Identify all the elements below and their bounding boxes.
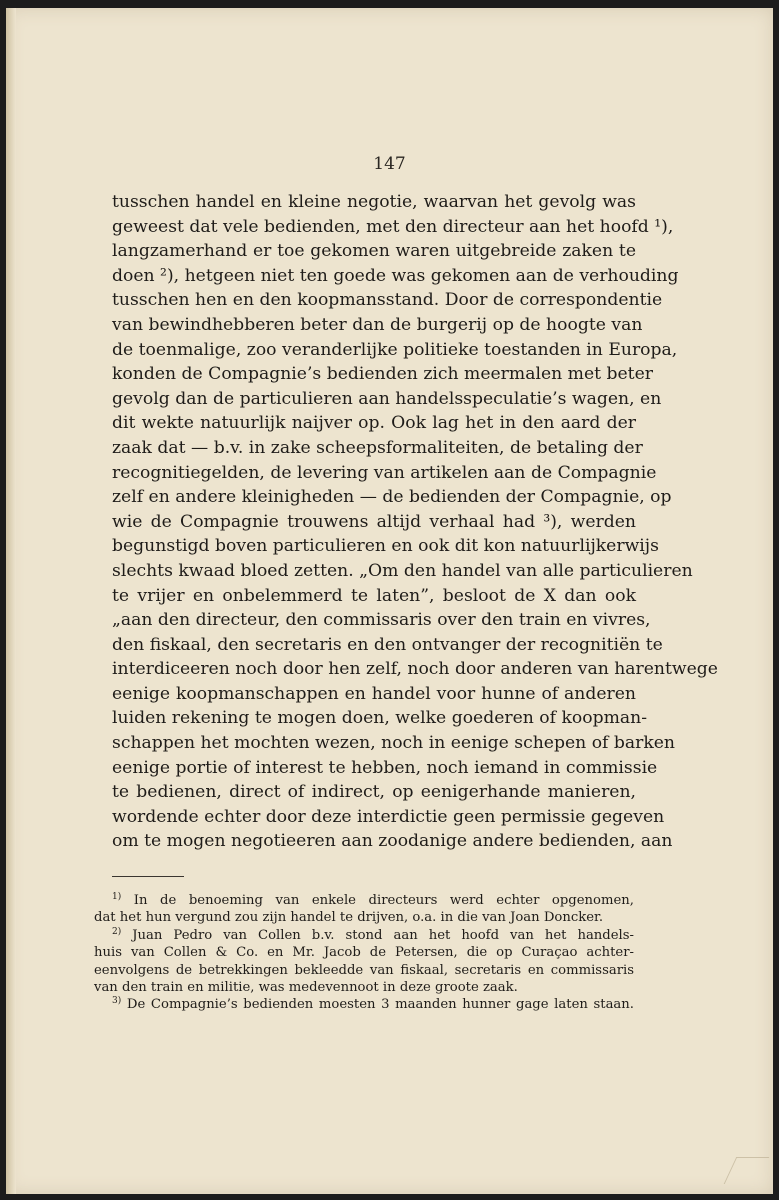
body-line: schappen het mochten wezen, noch in eenige schepen of barken <box>112 733 675 754</box>
footnote-text: De Compagnie’s bedienden moesten 3 maanden hunner gage laten staan. <box>126 997 634 1013</box>
body-line: slechts kwaad bloed zetten. „Om den handel van alle particulieren <box>112 560 693 581</box>
body-line: om te mogen negotieeren aan zoodanige andere bedienden, aan <box>112 831 673 852</box>
body-line: begunstigd boven particulieren en ook dit kon natuurlijkerwijs <box>112 536 659 557</box>
body-line: te bedienen, direct of indirect, op eenigerhande manieren, <box>112 782 636 803</box>
body-line: „aan den directeur, den commissaris over den train en vivres, <box>112 610 651 631</box>
body-line: van bewindhebberen beter dan de burgerij op de hoogte van <box>112 314 643 335</box>
body-line: recognitiegelden, de levering van artikelen aan de Compagnie <box>112 462 657 483</box>
footnote-text: huis van Collen & Co. en Mr. Jacob de Petersen, die op Curaçao achter- <box>94 945 634 961</box>
page-number: 147 <box>373 154 406 174</box>
body-line: den fiskaal, den secretaris en den ontvanger der recognitiën te <box>112 634 663 655</box>
body-line: zaak dat — b.v. in zake scheepsformaliteiten, de betaling der <box>112 437 643 458</box>
body-line: konden de Compagnie’s bedienden zich meermalen met beter <box>112 364 653 385</box>
body-line: te vrijer en onbelemmerd te laten”, besloot de X dan ook <box>112 585 636 606</box>
footnote-mark: 3) <box>112 996 122 1007</box>
body-line: gevolg dan de particulieren aan handelsspeculatie’s wagen, en <box>112 388 662 409</box>
body-line: eenige portie of interest te hebben, noch iemand in commissie <box>112 757 658 778</box>
footnotes <box>94 892 634 1014</box>
footnote-mark: 1) <box>112 892 122 902</box>
body-line: zelf en andere kleinigheden — de bedienden der Compagnie, op <box>112 487 672 508</box>
footnote-text: van den train en militie, was medevennoot in deze groote zaak. <box>94 979 518 995</box>
body-line: geweest dat vele bedienden, met den directeur aan het hoofd ¹), <box>112 216 674 237</box>
body-text <box>112 190 718 854</box>
body-line: eenige koopmanschappen en handel voor hunne of anderen <box>112 683 636 704</box>
body-line: wordende echter door deze interdictie geen permissie gegeven <box>112 806 665 827</box>
page-corner-fold <box>724 1157 770 1184</box>
body-line: langzamerhand er toe gekomen waren uitgebreide zaken te <box>112 241 636 262</box>
body-line: tusschen handel en kleine negotie, waarvan het gevolg was <box>112 192 636 212</box>
footnote-text: Juan Pedro van Collen b.v. stond aan het hoofd van het handels- <box>132 927 634 943</box>
body-line: wie de Compagnie trouwens altijd verhaal had ³), werden <box>112 511 636 532</box>
body-line: dit wekte natuurlijk naijver op. Ook lag het in den aard der <box>112 413 636 434</box>
footnote-line <box>94 944 634 961</box>
page-spine-shadow <box>6 8 16 1194</box>
footnote-line <box>94 927 634 944</box>
book-page <box>6 8 773 1194</box>
footnote-line <box>94 996 634 1013</box>
body-line: doen ²), hetgeen niet ten goede was gekomen aan de verhouding <box>112 265 679 286</box>
footnote-line <box>94 979 634 996</box>
footnote-line <box>94 892 634 909</box>
footnote-text: eenvolgens de betrekkingen bekleedde van fiskaal, secretaris en commissaris <box>94 962 634 978</box>
body-line: de toenmalige, zoo veranderlijke politieke toestanden in Europa, <box>112 339 678 360</box>
footnote-mark: 2) <box>112 926 122 937</box>
body-line: tusschen hen en den koopmansstand. Door de correspondentie <box>112 290 663 311</box>
body-line: luiden rekening te mogen doen, welke goederen of koopman- <box>112 708 648 729</box>
body-line: interdiceeren noch door hen zelf, noch door anderen van harentwege <box>112 659 718 680</box>
footnote-rule <box>112 876 184 877</box>
footnote-text: In de benoeming van enkele directeurs werd echter opgenomen, <box>133 893 634 908</box>
footnote-text: dat het hun vergund zou zijn handel te drijven, o.a. in die van Joan Doncker. <box>94 910 604 926</box>
footnote-line <box>94 909 634 926</box>
footnote-line <box>94 962 634 979</box>
